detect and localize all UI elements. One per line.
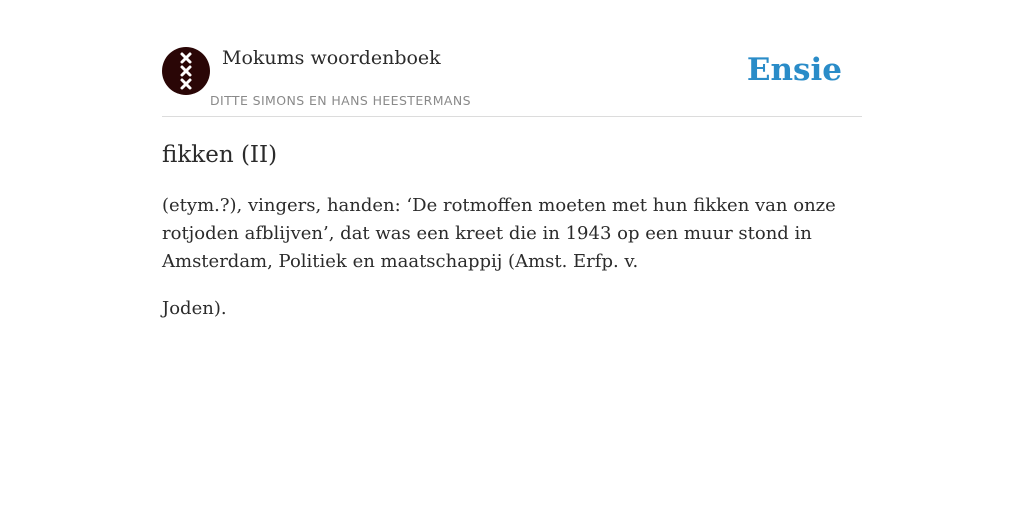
dictionary-title[interactable]: Mokums woordenboek xyxy=(222,47,441,69)
definition-line: Amsterdam, Politiek en maatschappij (Amst. Erfp. v. xyxy=(162,251,639,272)
header xyxy=(162,0,862,117)
definition-line: (etym.?), vingers, handen: ‘De rotmoffen moeten met hun fikken van onze xyxy=(162,195,836,216)
definition-continuation: Joden). xyxy=(162,298,227,319)
definition-line: rotjoden afblijven’, dat was een kreet die in 1943 op een muur stond in xyxy=(162,223,812,244)
ensie-logo-link[interactable]: Ensie xyxy=(746,52,842,88)
amsterdam-crest-icon[interactable] xyxy=(162,47,210,95)
xxx-crosses-icon xyxy=(162,47,210,95)
page xyxy=(162,0,862,512)
entry-term: fikken (II) xyxy=(162,142,278,168)
entry-definition xyxy=(162,192,836,323)
dictionary-authors: DITTE SIMONS EN HANS HEESTERMANS xyxy=(210,93,471,108)
